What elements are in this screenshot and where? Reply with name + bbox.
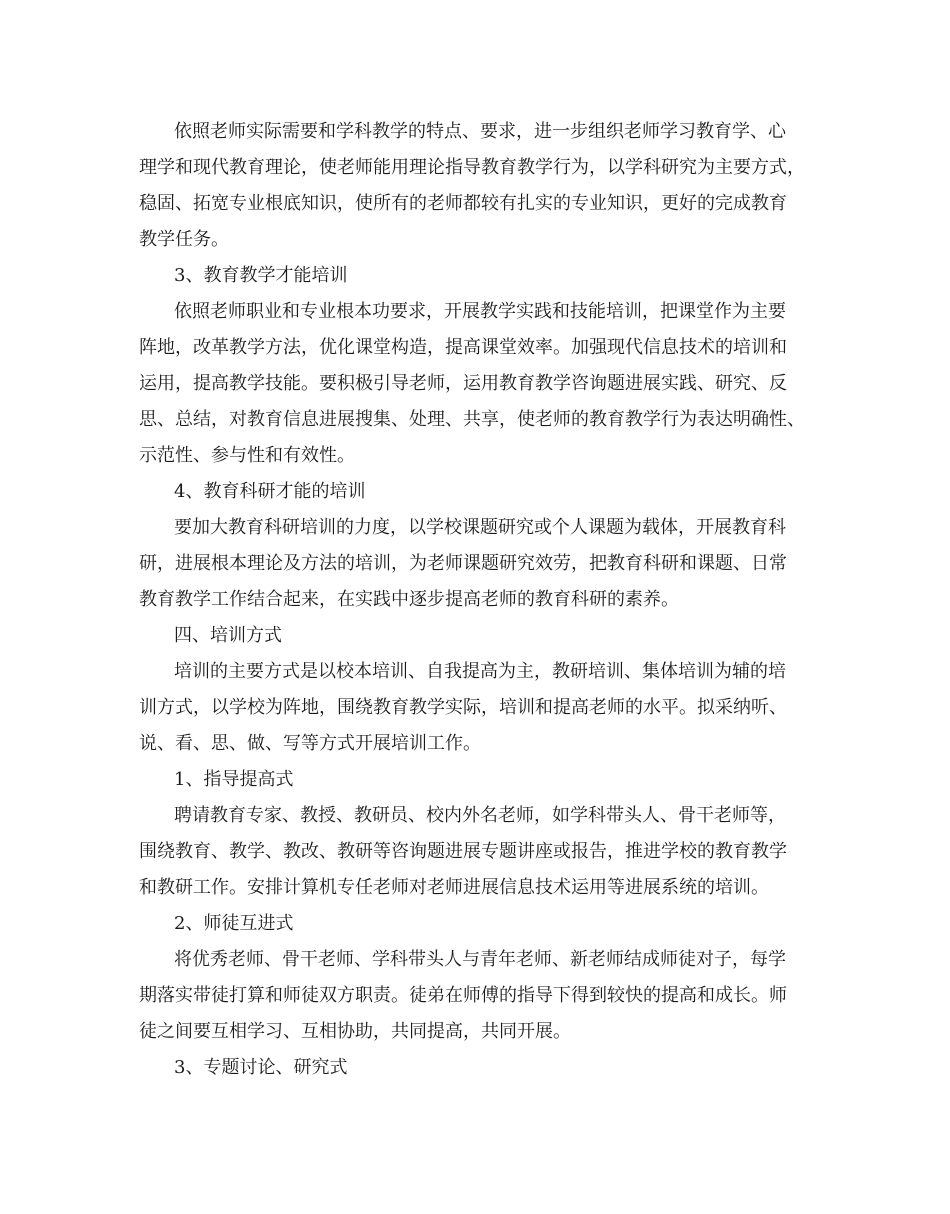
text-line: 1、指导提高式 xyxy=(174,769,294,790)
text-line: 理学和现代教育理论，使老师能用理论指导教育教学行为，以学科研究为主要方式， xyxy=(139,157,805,178)
text-line: 稳固、拓宽专业根底知识，使所有的老师都较有扎实的专业知识，更好的完成教育 xyxy=(139,193,787,214)
text-line: 4、教育科研才能的培训 xyxy=(174,481,366,502)
text-line: 研，进展根本理论及方法的培训，为老师课题研究效劳，把教育科研和课题、日常 xyxy=(139,553,787,574)
text-line: 思、总结，对教育信息进展搜集、处理、共享，使老师的教育教学行为表达明确性、 xyxy=(139,409,805,430)
text-line: 2、师徒互进式 xyxy=(174,913,294,934)
text-line: 和教研工作。安排计算机专任老师对老师进展信息技术运用等进展系统的培训。 xyxy=(139,877,769,898)
text-line: 依照老师职业和专业根本功要求，开展教学实践和技能培训，把课堂作为主要 xyxy=(174,301,786,322)
text-line: 四、培训方式 xyxy=(174,625,282,646)
text-line: 徒之间要互相学习、互相协助，共同提高，共同开展。 xyxy=(139,1021,571,1042)
document-body xyxy=(139,114,829,1086)
text-line: 示范性、参与性和有效性。 xyxy=(139,445,355,466)
text-line: 将优秀老师、骨干老师、学科带头人与青年老师、新老师结成师徒对子，每学 xyxy=(174,949,786,970)
text-line: 教学任务。 xyxy=(139,229,229,250)
text-line: 期落实带徒打算和师徒双方职责。徒弟在师傅的指导下得到较快的提高和成长。师 xyxy=(139,985,787,1006)
text-line: 阵地，改革教学方法，优化课堂构造，提高课堂效率。加强现代信息技术的培训和 xyxy=(139,337,787,358)
text-line: 3、专题讨论、研究式 xyxy=(174,1057,348,1078)
text-line: 说、看、思、做、写等方式开展培训工作。 xyxy=(139,733,481,754)
text-line: 要加大教育科研培训的力度，以学校课题研究或个人课题为载体，开展教育科 xyxy=(174,517,786,538)
text-line: 聘请教育专家、教授、教研员、校内外名老师，如学科带头人、骨干老师等， xyxy=(174,805,786,826)
text-line: 培训的主要方式是以校本培训、自我提高为主，教研培训、集体培训为辅的培 xyxy=(174,661,786,682)
text-line: 训方式，以学校为阵地，围绕教育教学实际，培训和提高老师的水平。拟采纳听、 xyxy=(139,697,787,718)
text-line: 教育教学工作结合起来，在实践中逐步提高老师的教育科研的素养。 xyxy=(139,589,679,610)
text-line: 3、教育教学才能培训 xyxy=(174,265,348,286)
text-line: 依照老师实际需要和学科教学的特点、要求，进一步组织老师学习教育学、心 xyxy=(174,121,786,142)
text-line: 围绕教育、教学、教改、教研等咨询题进展专题讲座或报告，推进学校的教育教学 xyxy=(139,841,787,862)
text-line: 运用，提高教学技能。要积极引导老师，运用教育教学咨询题进展实践、研究、反 xyxy=(139,373,787,394)
